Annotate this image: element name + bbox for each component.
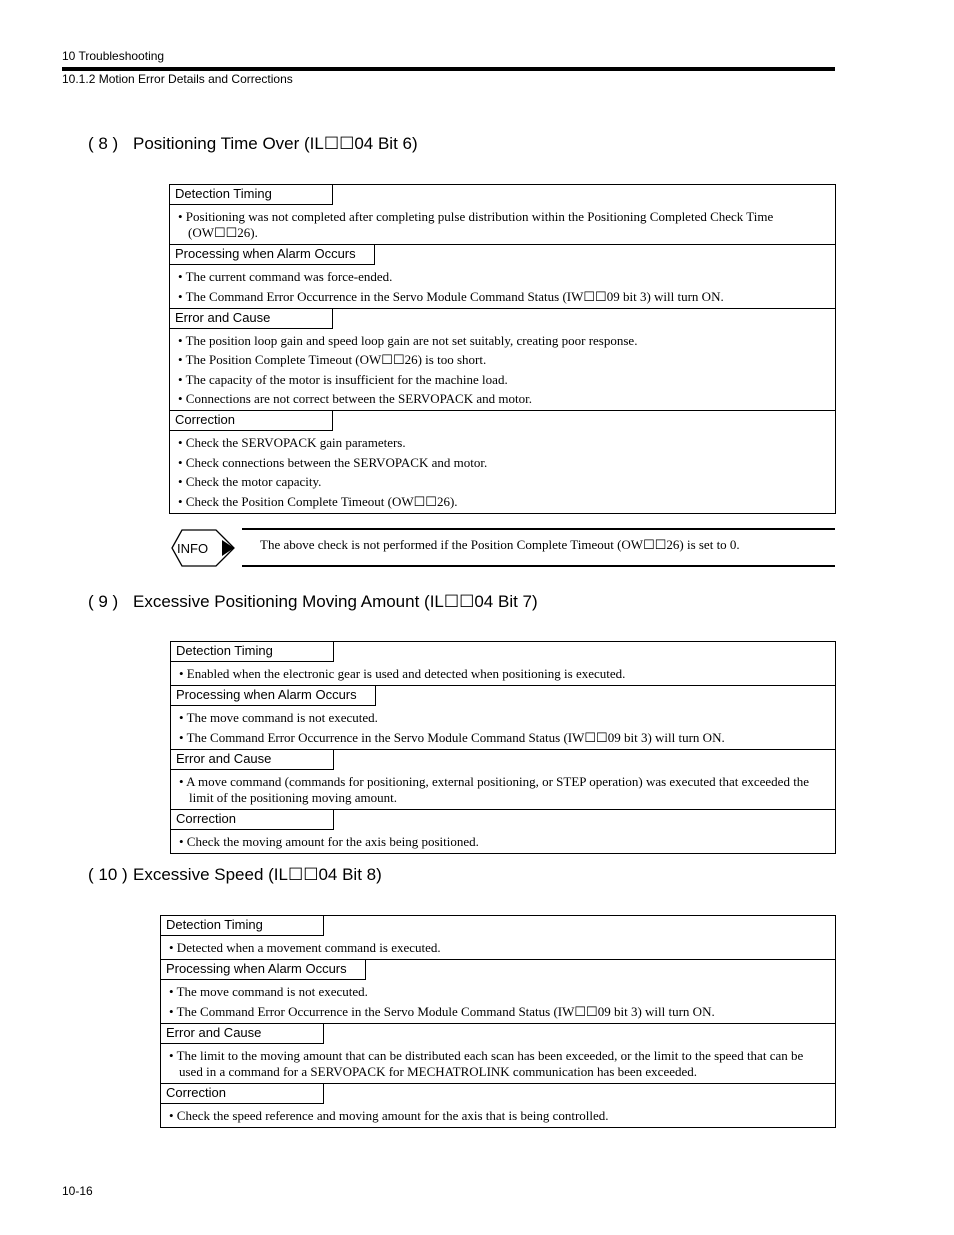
chapter-header: 10 Troubleshooting — [62, 49, 165, 63]
list-item: • Enabled when the electronic gear is used and detected when positioning is executed. — [179, 666, 626, 681]
block-body — [170, 265, 835, 308]
list-item: • Detected when a movement command is executed. — [169, 940, 441, 955]
error-cause-block — [170, 308, 835, 411]
section-10-table — [160, 915, 836, 1128]
list-item: • The Position Complete Timeout (OW☐☐26) is too short. — [178, 352, 487, 367]
list-item: • The position loop gain and speed loop gain are not set suitably, creating poor response. — [178, 332, 638, 348]
correction-block — [161, 1083, 835, 1127]
processing-block — [170, 244, 835, 308]
block-label: Correction — [161, 1084, 324, 1104]
info-rule-bottom — [242, 565, 835, 567]
section-8-heading: Positioning Time Over (IL☐☐04 Bit 6) — [133, 134, 418, 153]
section-8-table — [169, 184, 836, 514]
block-label: Error and Cause — [161, 1024, 324, 1044]
section-10-title — [88, 865, 382, 885]
section-8-number: ( 8 ) — [88, 134, 119, 153]
block-body — [161, 980, 835, 1023]
block-body — [171, 706, 835, 749]
list-item: • The Command Error Occurrence in the Servo Module Command Status (IW☐☐09 bit 3) will turn ON. — [178, 288, 724, 304]
processing-block — [161, 959, 835, 1023]
error-cause-block — [161, 1023, 835, 1083]
block-body — [161, 936, 835, 959]
section-header: 10.1.2 Motion Error Details and Corrections — [62, 72, 293, 86]
block-label: Processing when Alarm Occurs — [161, 960, 366, 980]
section-8-title — [88, 134, 418, 154]
list-item: • Check the motor capacity. — [178, 474, 322, 489]
section-9-table — [170, 641, 836, 854]
info-rule-top — [242, 528, 835, 530]
list-item: • Check the moving amount for the axis being positioned. — [179, 833, 479, 849]
error-cause-block — [171, 749, 835, 809]
correction-block — [170, 410, 835, 513]
block-label: Detection Timing — [161, 916, 324, 936]
detection-timing-block — [171, 642, 835, 685]
block-label: Detection Timing — [171, 642, 334, 662]
section-9-number: ( 9 ) — [88, 592, 119, 611]
block-label: Detection Timing — [170, 185, 333, 205]
block-body — [171, 830, 835, 853]
block-body — [161, 1044, 835, 1083]
list-item: • A move command (commands for positioning, external positioning, or STEP operation) was executed that exceeded the limit of the positioning moving amount. — [179, 773, 810, 805]
list-item: • The move command is not executed. — [169, 984, 368, 999]
section-9-heading: Excessive Positioning Moving Amount (IL☐☐04 Bit 7) — [133, 592, 538, 611]
section-9-title — [88, 592, 538, 612]
block-body — [171, 770, 835, 809]
block-label: Error and Cause — [170, 309, 333, 329]
block-body — [171, 662, 835, 685]
correction-block — [171, 809, 835, 853]
section-10-heading: Excessive Speed (IL☐☐04 Bit 8) — [133, 865, 382, 884]
list-item: • The Command Error Occurrence in the Servo Module Command Status (IW☐☐09 bit 3) will turn ON. — [179, 729, 725, 745]
list-item: • The Command Error Occurrence in the Servo Module Command Status (IW☐☐09 bit 3) will turn ON. — [169, 1003, 715, 1019]
block-body — [170, 431, 835, 513]
list-item: • Positioning was not completed after completing pulse distribution within the Positioning Completed Check Time (OW☐☐26). — [178, 209, 774, 240]
block-body — [161, 1104, 835, 1127]
header-rule — [62, 67, 835, 71]
detection-timing-block — [170, 185, 835, 244]
section-10-number: ( 10 ) — [88, 865, 128, 884]
processing-block — [171, 685, 835, 749]
block-label: Correction — [171, 810, 334, 830]
block-label: Processing when Alarm Occurs — [170, 245, 375, 265]
detection-timing-block — [161, 916, 835, 959]
info-text: The above check is not performed if the Position Complete Timeout (OW☐☐26) is set to 0. — [260, 537, 740, 552]
page-number: 10-16 — [62, 1184, 93, 1198]
list-item: • Check the speed reference and moving amount for the axis that is being controlled. — [169, 1107, 609, 1123]
list-item: • The move command is not executed. — [179, 710, 378, 725]
list-item: • The current command was force-ended. — [178, 269, 393, 284]
list-item: • Check the Position Complete Timeout (OW☐☐26). — [178, 493, 458, 509]
block-label: Correction — [170, 411, 333, 431]
info-note — [170, 528, 835, 568]
block-label: Processing when Alarm Occurs — [171, 686, 376, 706]
block-body — [170, 205, 835, 244]
list-item: • Check the SERVOPACK gain parameters. — [178, 435, 406, 450]
list-item: • The capacity of the motor is insufficient for the machine load. — [178, 371, 508, 387]
block-label: Error and Cause — [171, 750, 334, 770]
list-item: • The limit to the moving amount that can be distributed each scan has been exceeded, or the limit to the speed that can be used in a command for a SERVOPACK for MECHATROLINK communication has been exceeded. — [169, 1047, 804, 1079]
list-item: • Check connections between the SERVOPACK and motor. — [178, 454, 488, 470]
block-body — [170, 329, 835, 411]
list-item: • Connections are not correct between the SERVOPACK and motor. — [178, 391, 532, 406]
info-badge-label: INFO — [177, 541, 209, 556]
info-badge-icon — [170, 528, 236, 568]
